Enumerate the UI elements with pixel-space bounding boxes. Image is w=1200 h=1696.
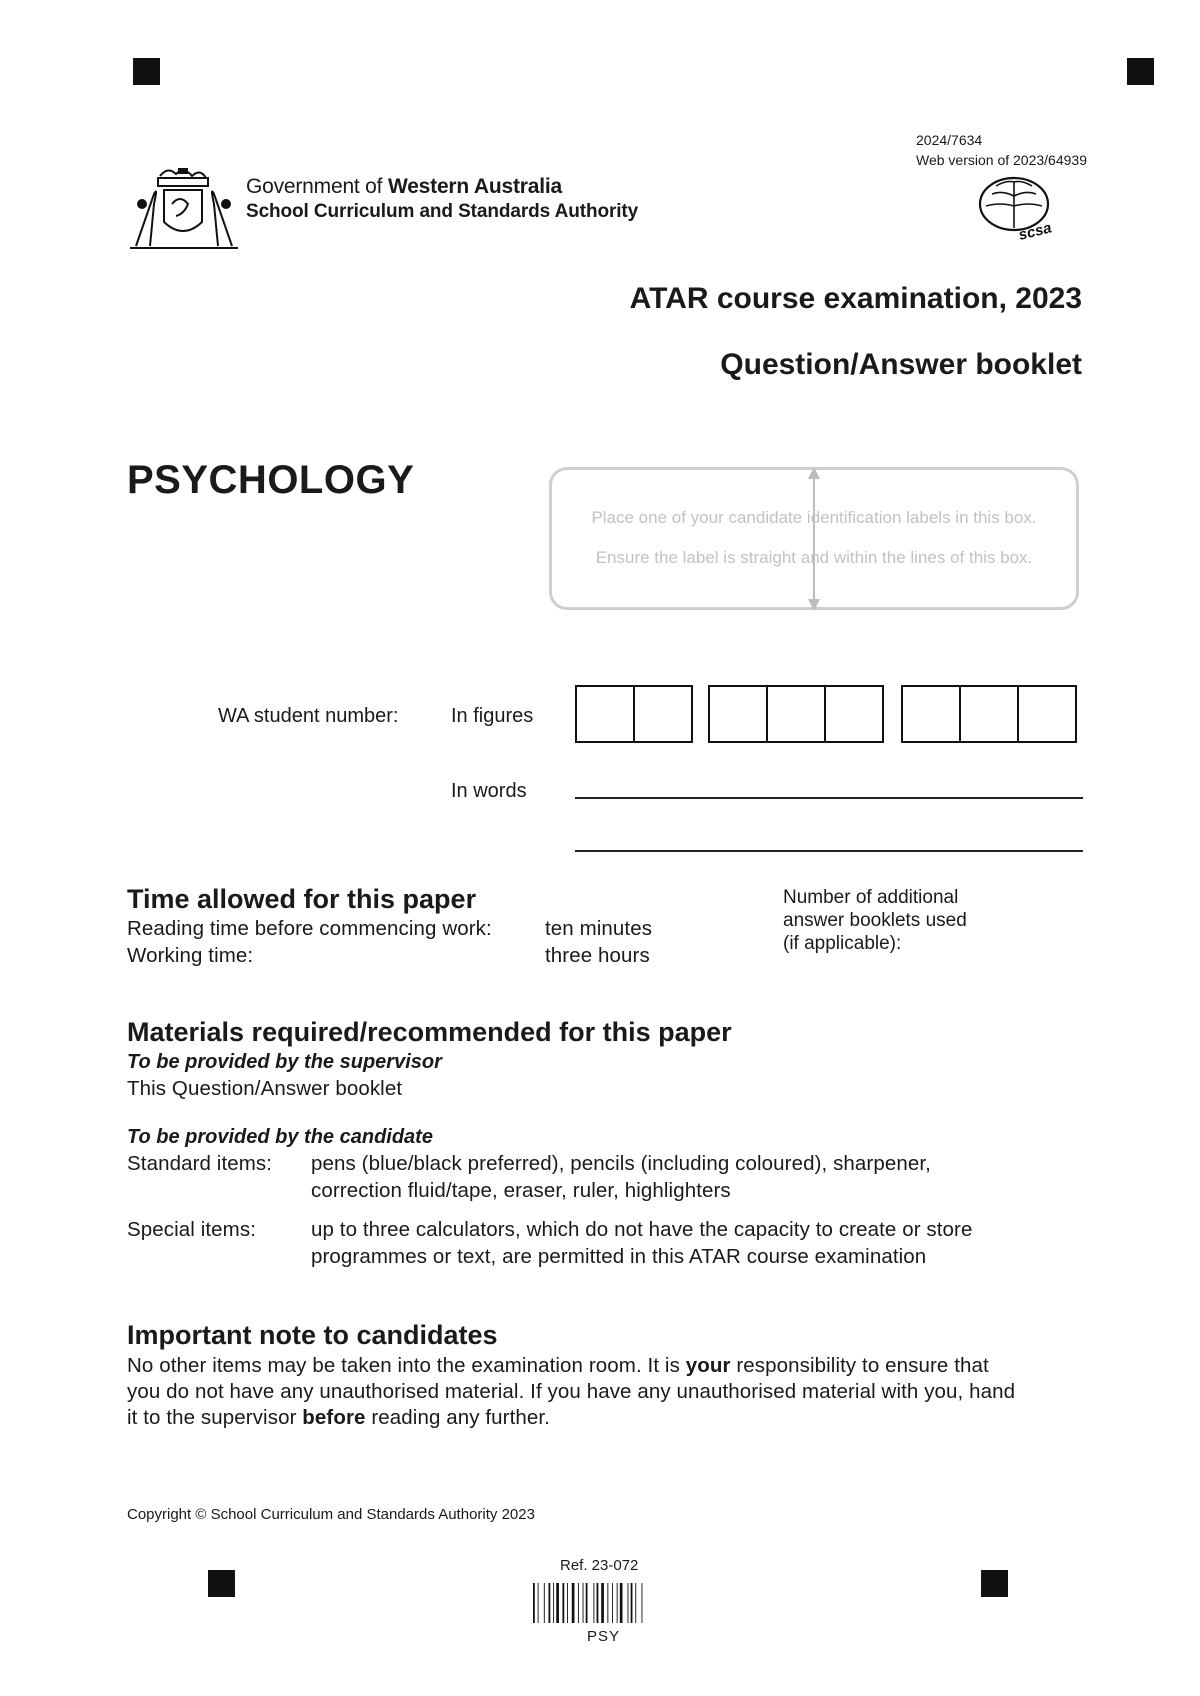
exam-title: ATAR course examination, 2023 [629, 282, 1082, 315]
booklet-title: Question/Answer booklet [720, 348, 1082, 381]
digit-box[interactable] [575, 685, 635, 743]
digit-box[interactable] [708, 685, 768, 743]
additional-booklets-label: Number of additional answer booklets used (if applicable): [783, 887, 967, 954]
student-number-boxes [575, 685, 1085, 743]
special-items-label: Special items: [127, 1218, 257, 1241]
standard-items-line-2: correction fluid/tape, eraser, ruler, highlighters [311, 1179, 731, 1202]
svg-text:scsa: scsa [1016, 219, 1054, 244]
in-words-line-2[interactable] [575, 850, 1083, 852]
digit-box[interactable] [901, 685, 961, 743]
time-heading: Time allowed for this paper [127, 884, 477, 914]
digit-box[interactable] [766, 685, 826, 743]
supervisor-item: This Question/Answer booklet [127, 1077, 403, 1100]
registration-mark-top-right [1127, 58, 1154, 85]
working-time-label: Working time: [127, 944, 254, 967]
note-line-1: No other items may be taken into the examination room. It is your responsibility to ensure that [127, 1354, 989, 1377]
working-time-value: three hours [545, 944, 650, 967]
label-instruction-2: Ensure the label is straight and within the lines of this box. [595, 548, 1033, 567]
barcode-icon [531, 1583, 679, 1623]
label-instruction-1: Place one of your candidate identification labels in this box. [591, 508, 1037, 527]
digit-box[interactable] [959, 685, 1019, 743]
registration-mark-bottom-right [981, 1570, 1008, 1597]
note-line-2: you do not have any unauthorised material. If you have any unauthorised material with you, hand [127, 1380, 1016, 1403]
registration-mark-bottom-left [208, 1570, 235, 1597]
authority-name: School Curriculum and Standards Authority [246, 201, 639, 222]
wa-government-crest-icon [128, 164, 240, 250]
special-items-line-2: programmes or text, are permitted in this ATAR course examination [311, 1245, 927, 1268]
materials-heading: Materials required/recommended for this paper [127, 1017, 732, 1047]
reading-time-value: ten minutes [545, 917, 653, 940]
copyright-notice: Copyright © School Curriculum and Standards Authority 2023 [127, 1506, 535, 1523]
scsa-logo-icon [976, 172, 1060, 246]
digit-box[interactable] [1017, 685, 1077, 743]
registration-mark-top-left [133, 58, 160, 85]
vertical-arrow-icon [805, 465, 823, 613]
digit-box[interactable] [633, 685, 693, 743]
important-note-heading: Important note to candidates [127, 1320, 498, 1350]
note-line-3: it to the supervisor before reading any further. [127, 1406, 551, 1429]
web-version-text: Web version of 2023/64939 [916, 152, 1087, 168]
supervisor-heading: To be provided by the supervisor [127, 1051, 442, 1073]
standard-items-label: Standard items: [127, 1152, 273, 1175]
document-ref-code: 2024/7634 [916, 132, 983, 148]
in-figures-label: In figures [451, 705, 534, 727]
digit-box[interactable] [824, 685, 884, 743]
reference-number: Ref. 23-072 [560, 1557, 639, 1574]
special-items-line-1: up to three calculators, which do not have the capacity to create or store [311, 1218, 973, 1241]
subject-title: PSYCHOLOGY [127, 458, 415, 502]
in-words-line-1[interactable] [575, 797, 1083, 799]
reading-time-label: Reading time before commencing work: [127, 917, 492, 940]
government-name: Government of Western Australia [246, 175, 562, 198]
in-words-label: In words [451, 780, 527, 802]
candidate-heading: To be provided by the candidate [127, 1126, 433, 1148]
subject-code: PSY [587, 1628, 621, 1645]
student-number-label: WA student number: [218, 705, 399, 727]
standard-items-line-1: pens (blue/black preferred), pencils (including coloured), sharpener, [311, 1152, 931, 1175]
